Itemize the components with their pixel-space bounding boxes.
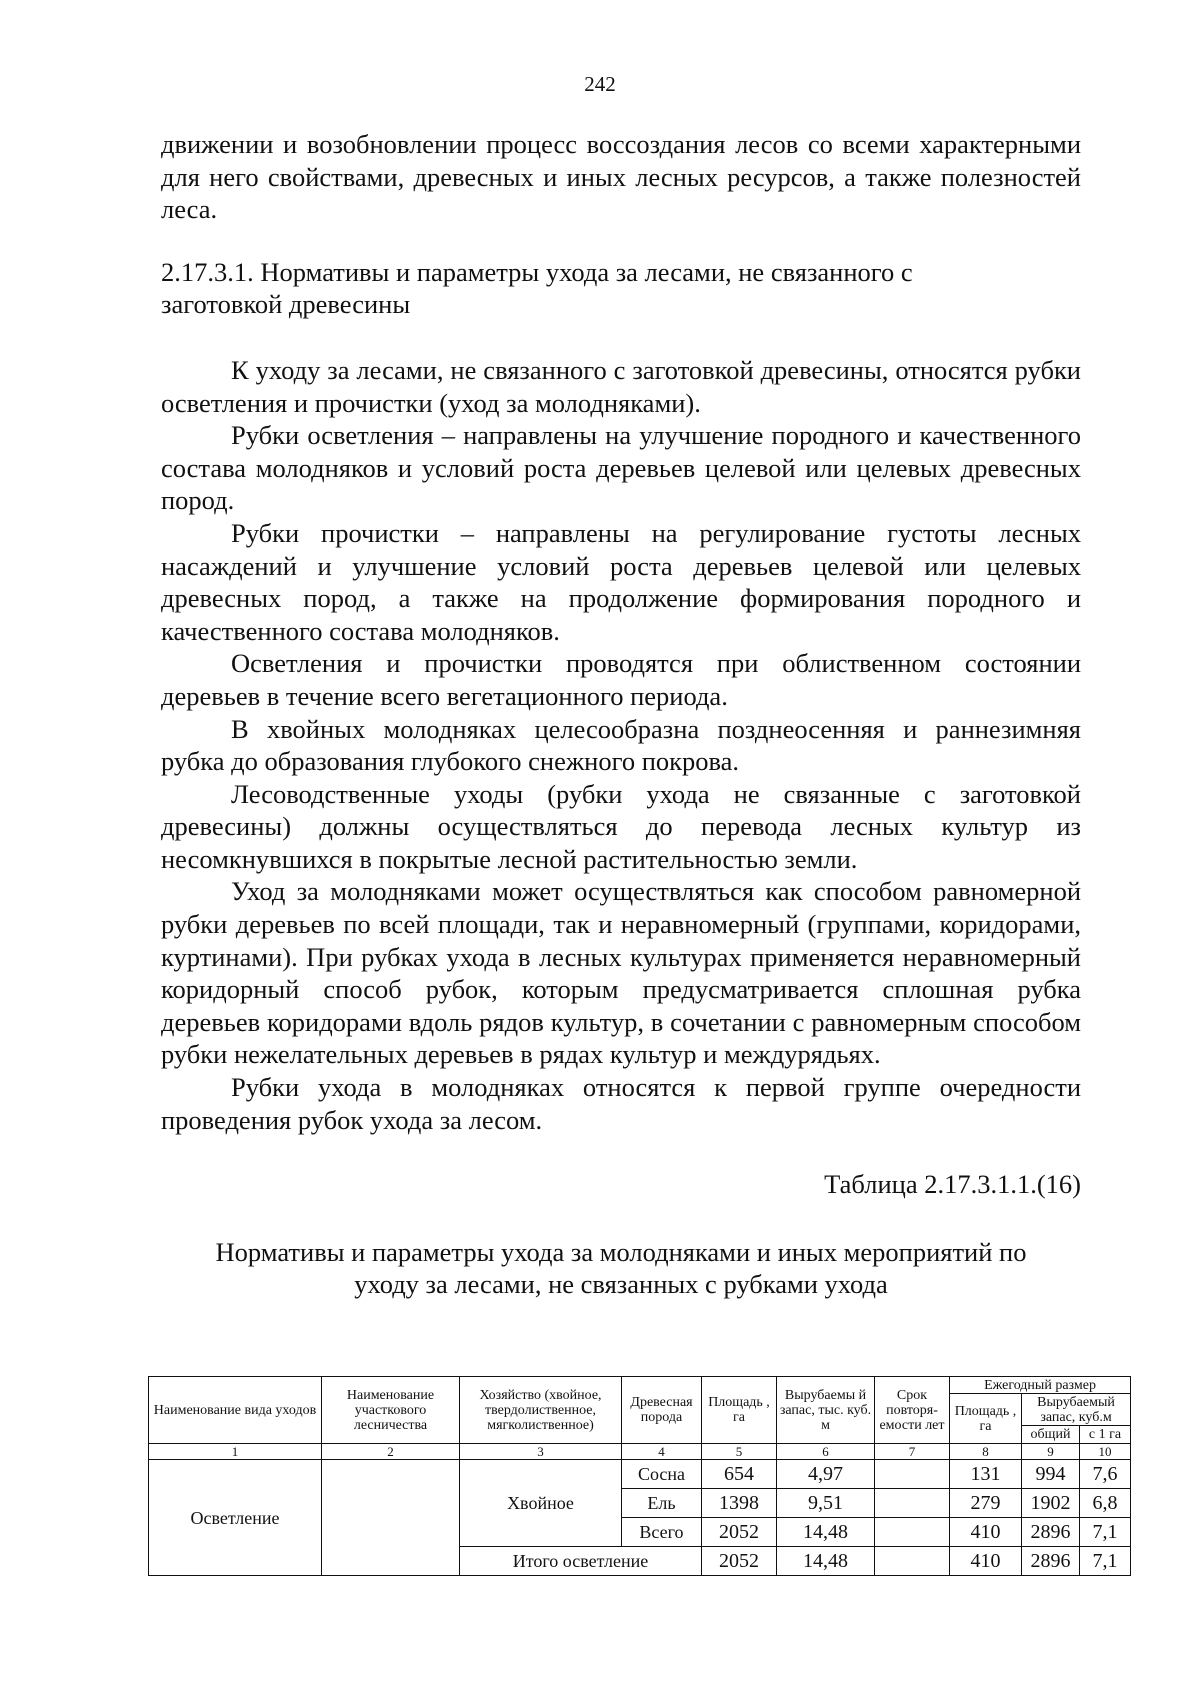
paragraph: К уходу за лесами, не связанного с заготовкой древесины, относятся рубки осветления и прочистки (уход за молодняками). [161,354,1081,418]
header-stock: Вырубаемы й запас, тыс. куб. м [777,1377,875,1444]
column-number: 1 [149,1444,322,1460]
area-cell: 2052 [702,1518,777,1547]
paragraph: Рубки прочистки – направлены на регулирование густоты лесных насаждений и улучшение условий роста деревьев целевой или целевых древесных пород, а также на продолжение формирования породного и качественного состава молодняков. [161,517,1081,646]
paragraph: В хвойных молодняках целесообразна позднеосенняя и раннезимняя рубка до образования глубокого снежного покрова. [161,713,1081,777]
column-number: 4 [622,1444,702,1460]
table-row [149,1460,1131,1489]
per-ha-cell: 7,1 [1080,1547,1131,1576]
paragraph: Рубки осветления – направлены на улучшение породного и качественного состава молодняков и условий роста деревьев целевой или целевых древесных пород. [161,420,1081,516]
area-cell: 654 [702,1460,777,1489]
header-total: общий [1022,1426,1080,1444]
annual-area-cell: 279 [950,1489,1022,1518]
column-numbers-row [149,1444,1131,1460]
table-title-line2: уходу за лесами, не связанных с рубками ухода [354,1269,888,1300]
table-title [161,1236,1081,1301]
annual-area-cell: 410 [950,1547,1022,1576]
period-cell [875,1518,950,1547]
section-title [161,256,1081,321]
section-title-line1: 2.17.3.1. Нормативы и параметры ухода за лесами, не связанного с [161,256,913,287]
column-number: 5 [702,1444,777,1460]
header-species: Древесная порода [622,1377,702,1444]
period-cell [875,1547,950,1576]
per-ha-cell: 6,8 [1080,1489,1131,1518]
column-number: 2 [322,1444,460,1460]
header-per-ha: с 1 га [1080,1426,1131,1444]
section-title-line2: заготовкой древесины [161,289,411,320]
header-cut-stock: Вырубаемый запас, куб.м [1022,1394,1131,1426]
paragraph: Уход за молодняками может осуществляться как способом равномерной рубки деревьев по всей площади, так и неравномерный (группами, коридорами, куртинами). При рубках ухода в лесных культурах применяется неравномерный коридорный способ рубок, которым предусматривается сплошная рубка деревьев коридорами вдоль рядов культур, в сочетании с равномерным способом рубки нежелательных деревьев в рядах культур и междурядьях. [161,876,1081,1070]
table-title-line1: Нормативы и параметры ухода за молодняками и иных мероприятий по [215,1236,1027,1267]
column-number: 6 [777,1444,875,1460]
area-cell: 2052 [702,1547,777,1576]
norms-table [148,1376,1131,1576]
column-number: 10 [1080,1444,1131,1460]
species-cell: Сосна [622,1460,702,1489]
paragraph: Рубки ухода в молодняках относятся к первой группе очередности проведения рубок ухода за лесом. [161,1072,1081,1135]
header-forestry: Наименование участкового лесничества [322,1377,460,1444]
column-number: 8 [950,1444,1022,1460]
stock-cell: 14,48 [777,1547,875,1576]
farm-label: Хвойное [460,1460,622,1547]
header-type: Наименование вида уходов [149,1377,322,1444]
group-label: Осветление [149,1460,322,1576]
per-ha-cell: 7,1 [1080,1518,1131,1547]
total-cell: 1902 [1022,1489,1080,1518]
total-label: Итого осветление [460,1547,702,1576]
header-area: Площадь , га [702,1377,777,1444]
stock-cell: 4,97 [777,1460,875,1489]
area-cell: 1398 [702,1489,777,1518]
stock-cell: 14,48 [777,1518,875,1547]
period-cell [875,1460,950,1489]
body-text [161,128,1081,1325]
header-annual: Ежегодный размер [950,1377,1131,1394]
header-farm: Хозяйство (хвойное, твердолиственное, мягколиственное) [460,1377,622,1444]
total-cell: 2896 [1022,1547,1080,1576]
species-cell: Ель [622,1489,702,1518]
page-number: 242 [584,72,616,96]
paragraph: Осветления и прочистки проводятся при облиственном состоянии деревьев в течение всего вегетационного периода. [161,648,1081,711]
annual-area-cell: 131 [950,1460,1022,1489]
per-ha-cell: 7,6 [1080,1460,1131,1489]
column-number: 9 [1022,1444,1080,1460]
annual-area-cell: 410 [950,1518,1022,1547]
stock-cell: 9,51 [777,1489,875,1518]
total-cell: 2896 [1022,1518,1080,1547]
period-cell [875,1489,950,1518]
paragraph-continuation: движении и возобновлении процесс воссоздания лесов со всеми характерными для него свойствами, древесных и иных лесных ресурсов, а также полезностей леса. [161,129,1081,225]
forestry-cell [322,1460,460,1576]
column-number: 3 [460,1444,622,1460]
paragraph: Лесоводственные уходы (рубки ухода не связанные с заготовкой древесины) должны осуществляться до перевода лесных культур из несомкнувшихся в покрытые лесной растительностью земли. [161,778,1081,874]
header-annual-area: Площадь , га [950,1394,1022,1444]
table-caption: Таблица 2.17.3.1.1.(16) [824,1169,1081,1200]
column-number: 7 [875,1444,950,1460]
species-cell: Всего [622,1518,702,1547]
total-cell: 994 [1022,1460,1080,1489]
header-period: Срок повторя-емости лет [875,1377,950,1444]
